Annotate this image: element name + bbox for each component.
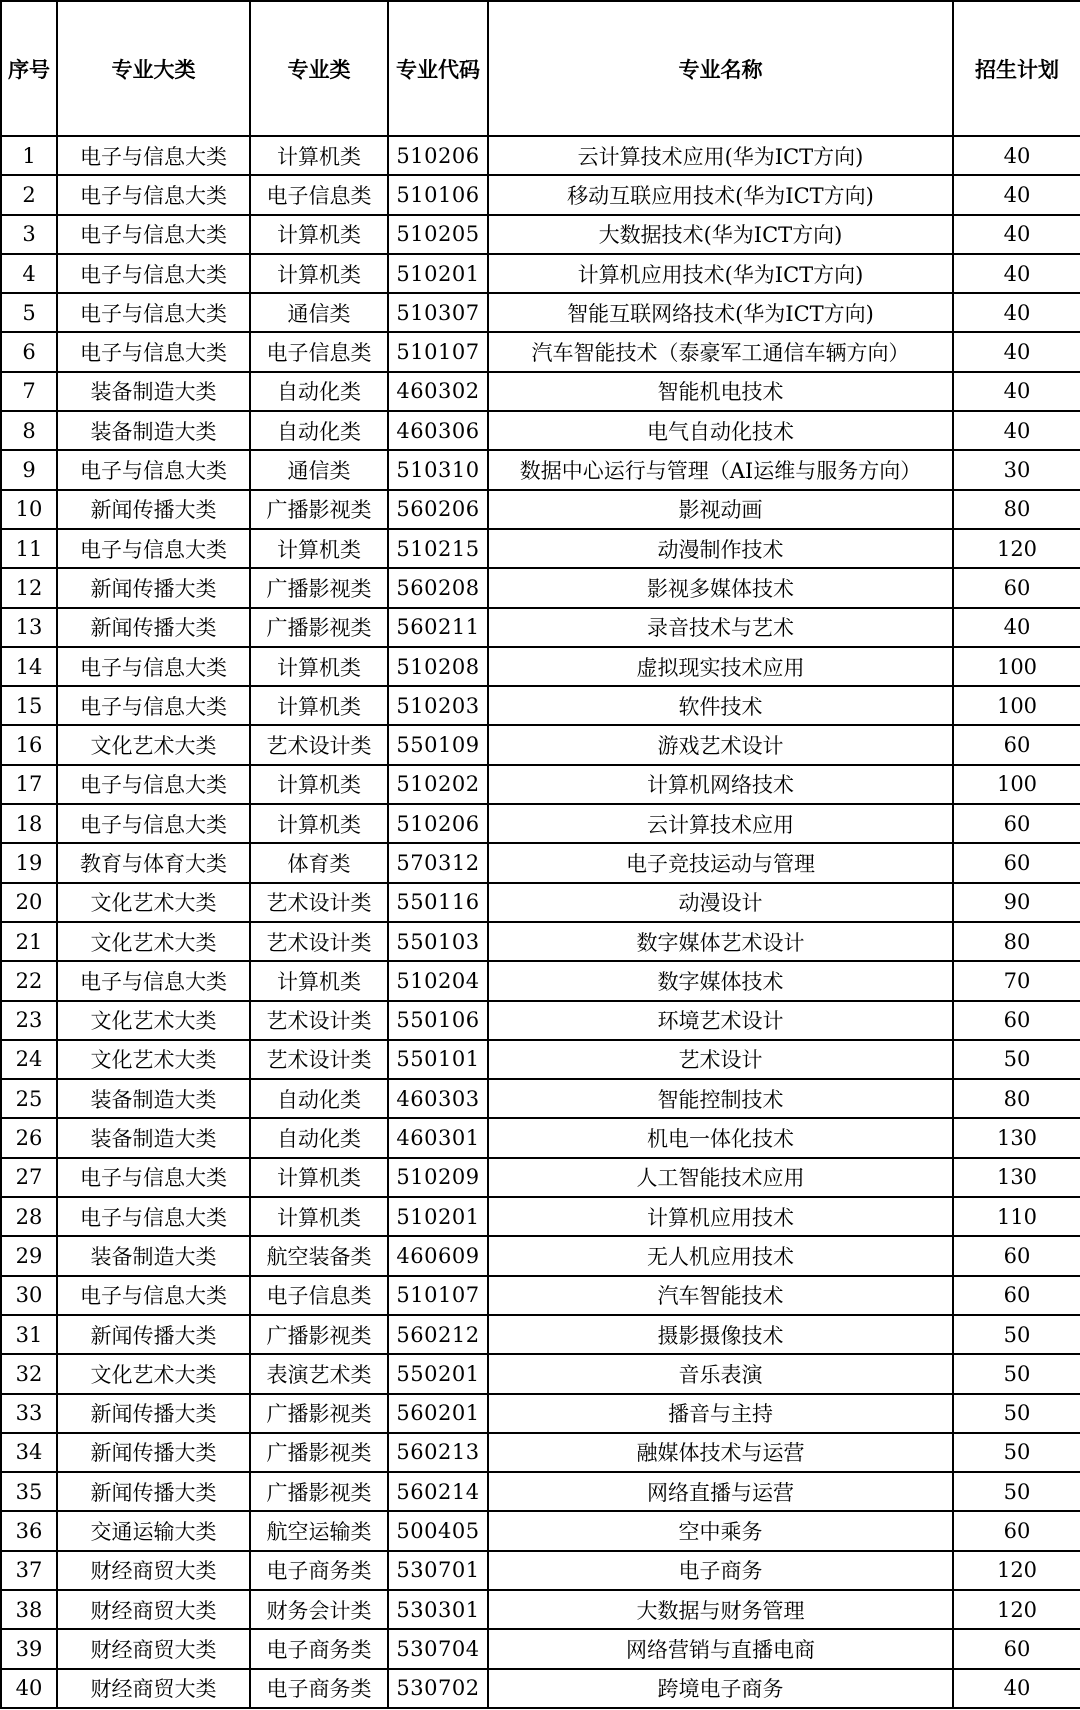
cell-category: 艺术设计类 (250, 725, 388, 764)
cell-seq: 13 (1, 608, 57, 647)
cell-code: 510106 (388, 175, 488, 214)
cell-code: 510202 (388, 765, 488, 804)
table-row (1, 1118, 1080, 1157)
cell-code: 510307 (388, 293, 488, 332)
cell-plan: 60 (953, 1276, 1080, 1315)
cell-seq: 27 (1, 1158, 57, 1197)
table-row (1, 1197, 1080, 1236)
cell-code: 560208 (388, 568, 488, 607)
cell-seq: 26 (1, 1118, 57, 1157)
cell-major-category: 电子与信息大类 (57, 686, 250, 725)
cell-name: 网络营销与直播电商 (488, 1629, 953, 1668)
header-category: 专业类 (250, 1, 388, 136)
cell-category: 航空装备类 (250, 1236, 388, 1275)
cell-category: 财务会计类 (250, 1590, 388, 1629)
cell-code: 500405 (388, 1511, 488, 1550)
cell-major-category: 电子与信息大类 (57, 136, 250, 175)
table-row (1, 1394, 1080, 1433)
cell-code: 510208 (388, 647, 488, 686)
cell-seq: 6 (1, 332, 57, 371)
cell-name: 摄影摄像技术 (488, 1315, 953, 1354)
cell-code: 550101 (388, 1040, 488, 1079)
cell-category: 通信类 (250, 450, 388, 489)
cell-major-category: 电子与信息大类 (57, 1158, 250, 1197)
cell-plan: 40 (953, 372, 1080, 411)
cell-name: 影视动画 (488, 490, 953, 529)
table-row (1, 1433, 1080, 1472)
cell-code: 570312 (388, 843, 488, 882)
cell-major-category: 交通运输大类 (57, 1511, 250, 1550)
cell-plan: 40 (953, 136, 1080, 175)
cell-plan: 50 (953, 1472, 1080, 1511)
table-body (1, 136, 1080, 1708)
cell-major-category: 电子与信息大类 (57, 175, 250, 214)
cell-code: 510206 (388, 804, 488, 843)
cell-code: 530301 (388, 1590, 488, 1629)
cell-seq: 16 (1, 725, 57, 764)
cell-major-category: 电子与信息大类 (57, 254, 250, 293)
table-row (1, 254, 1080, 293)
cell-category: 自动化类 (250, 1079, 388, 1118)
cell-plan: 60 (953, 1001, 1080, 1040)
cell-code: 560212 (388, 1315, 488, 1354)
cell-code: 460302 (388, 372, 488, 411)
cell-plan: 60 (953, 1236, 1080, 1275)
cell-seq: 29 (1, 1236, 57, 1275)
table-row (1, 1315, 1080, 1354)
cell-category: 自动化类 (250, 1118, 388, 1157)
cell-code: 510205 (388, 215, 488, 254)
cell-plan: 90 (953, 883, 1080, 922)
cell-name: 动漫制作技术 (488, 529, 953, 568)
cell-category: 自动化类 (250, 372, 388, 411)
cell-plan: 50 (953, 1315, 1080, 1354)
cell-plan: 60 (953, 725, 1080, 764)
cell-name: 数字媒体艺术设计 (488, 922, 953, 961)
cell-code: 560201 (388, 1394, 488, 1433)
cell-name: 跨境电子商务 (488, 1669, 953, 1708)
table-row (1, 1276, 1080, 1315)
cell-plan: 40 (953, 411, 1080, 450)
cell-code: 560213 (388, 1433, 488, 1472)
cell-major-category: 财经商贸大类 (57, 1629, 250, 1668)
cell-seq: 36 (1, 1511, 57, 1550)
cell-major-category: 新闻传播大类 (57, 1394, 250, 1433)
cell-seq: 10 (1, 490, 57, 529)
table-row (1, 1472, 1080, 1511)
cell-seq: 19 (1, 843, 57, 882)
cell-name: 软件技术 (488, 686, 953, 725)
cell-seq: 20 (1, 883, 57, 922)
table-row (1, 608, 1080, 647)
cell-major-category: 电子与信息大类 (57, 293, 250, 332)
cell-major-category: 财经商贸大类 (57, 1551, 250, 1590)
cell-seq: 3 (1, 215, 57, 254)
cell-seq: 8 (1, 411, 57, 450)
cell-code: 460306 (388, 411, 488, 450)
cell-major-category: 电子与信息大类 (57, 804, 250, 843)
cell-seq: 39 (1, 1629, 57, 1668)
table-row (1, 175, 1080, 214)
table-row (1, 922, 1080, 961)
cell-major-category: 新闻传播大类 (57, 568, 250, 607)
cell-plan: 40 (953, 293, 1080, 332)
table-row (1, 1511, 1080, 1550)
cell-major-category: 新闻传播大类 (57, 1433, 250, 1472)
cell-plan: 100 (953, 686, 1080, 725)
cell-major-category: 装备制造大类 (57, 1079, 250, 1118)
cell-category: 计算机类 (250, 529, 388, 568)
cell-major-category: 文化艺术大类 (57, 1354, 250, 1393)
table-row (1, 1079, 1080, 1118)
cell-seq: 22 (1, 961, 57, 1000)
cell-major-category: 新闻传播大类 (57, 490, 250, 529)
cell-category: 计算机类 (250, 804, 388, 843)
cell-name: 音乐表演 (488, 1354, 953, 1393)
table-row (1, 1354, 1080, 1393)
cell-major-category: 装备制造大类 (57, 1118, 250, 1157)
cell-plan: 60 (953, 568, 1080, 607)
cell-category: 电子商务类 (250, 1669, 388, 1708)
cell-code: 550109 (388, 725, 488, 764)
cell-code: 510204 (388, 961, 488, 1000)
cell-major-category: 电子与信息大类 (57, 1276, 250, 1315)
cell-name: 空中乘务 (488, 1511, 953, 1550)
cell-seq: 4 (1, 254, 57, 293)
cell-plan: 60 (953, 1511, 1080, 1550)
cell-plan: 120 (953, 1590, 1080, 1629)
cell-plan: 40 (953, 608, 1080, 647)
cell-seq: 38 (1, 1590, 57, 1629)
cell-code: 510209 (388, 1158, 488, 1197)
cell-major-category: 电子与信息大类 (57, 765, 250, 804)
cell-category: 通信类 (250, 293, 388, 332)
table-row (1, 804, 1080, 843)
cell-name: 智能互联网络技术(华为ICT方向) (488, 293, 953, 332)
cell-category: 艺术设计类 (250, 883, 388, 922)
cell-category: 表演艺术类 (250, 1354, 388, 1393)
cell-major-category: 文化艺术大类 (57, 922, 250, 961)
table-row (1, 372, 1080, 411)
cell-major-category: 装备制造大类 (57, 1236, 250, 1275)
cell-name: 大数据技术(华为ICT方向) (488, 215, 953, 254)
table-row (1, 490, 1080, 529)
cell-major-category: 文化艺术大类 (57, 1001, 250, 1040)
cell-seq: 7 (1, 372, 57, 411)
cell-category: 电子信息类 (250, 175, 388, 214)
cell-major-category: 电子与信息大类 (57, 215, 250, 254)
cell-seq: 25 (1, 1079, 57, 1118)
table-row (1, 1040, 1080, 1079)
cell-major-category: 电子与信息大类 (57, 450, 250, 489)
cell-category: 计算机类 (250, 686, 388, 725)
table-row (1, 843, 1080, 882)
cell-code: 560214 (388, 1472, 488, 1511)
cell-name: 艺术设计 (488, 1040, 953, 1079)
table-row (1, 647, 1080, 686)
cell-name: 智能控制技术 (488, 1079, 953, 1118)
cell-category: 广播影视类 (250, 1433, 388, 1472)
cell-seq: 34 (1, 1433, 57, 1472)
cell-name: 电子竞技运动与管理 (488, 843, 953, 882)
table-row (1, 961, 1080, 1000)
cell-seq: 9 (1, 450, 57, 489)
table-row (1, 411, 1080, 450)
cell-name: 录音技术与艺术 (488, 608, 953, 647)
cell-seq: 30 (1, 1276, 57, 1315)
table-row (1, 725, 1080, 764)
cell-name: 移动互联应用技术(华为ICT方向) (488, 175, 953, 214)
cell-major-category: 新闻传播大类 (57, 1472, 250, 1511)
cell-code: 510215 (388, 529, 488, 568)
cell-seq: 33 (1, 1394, 57, 1433)
cell-name: 虚拟现实技术应用 (488, 647, 953, 686)
cell-category: 艺术设计类 (250, 1001, 388, 1040)
cell-code: 510107 (388, 332, 488, 371)
table-row (1, 1236, 1080, 1275)
table-row (1, 450, 1080, 489)
cell-code: 510201 (388, 1197, 488, 1236)
cell-plan: 40 (953, 175, 1080, 214)
cell-category: 计算机类 (250, 647, 388, 686)
cell-seq: 40 (1, 1669, 57, 1708)
cell-code: 460301 (388, 1118, 488, 1157)
cell-category: 电子信息类 (250, 1276, 388, 1315)
cell-code: 550103 (388, 922, 488, 961)
cell-category: 广播影视类 (250, 568, 388, 607)
cell-category: 广播影视类 (250, 1315, 388, 1354)
cell-code: 550201 (388, 1354, 488, 1393)
cell-name: 汽车智能技术 (488, 1276, 953, 1315)
cell-name: 网络直播与运营 (488, 1472, 953, 1511)
header-seq: 序号 (1, 1, 57, 136)
cell-plan: 60 (953, 1629, 1080, 1668)
cell-name: 数据中心运行与管理（AI运维与服务方向） (488, 450, 953, 489)
cell-seq: 24 (1, 1040, 57, 1079)
cell-seq: 15 (1, 686, 57, 725)
cell-code: 460609 (388, 1236, 488, 1275)
table-row (1, 1669, 1080, 1708)
cell-name: 影视多媒体技术 (488, 568, 953, 607)
cell-name: 播音与主持 (488, 1394, 953, 1433)
cell-category: 电子商务类 (250, 1629, 388, 1668)
cell-plan: 110 (953, 1197, 1080, 1236)
cell-name: 汽车智能技术（泰豪军工通信车辆方向） (488, 332, 953, 371)
table-row (1, 1001, 1080, 1040)
header-code: 专业代码 (388, 1, 488, 136)
cell-name: 云计算技术应用(华为ICT方向) (488, 136, 953, 175)
cell-seq: 31 (1, 1315, 57, 1354)
cell-name: 融媒体技术与运营 (488, 1433, 953, 1472)
table-row (1, 332, 1080, 371)
cell-code: 510203 (388, 686, 488, 725)
cell-name: 人工智能技术应用 (488, 1158, 953, 1197)
cell-code: 530704 (388, 1629, 488, 1668)
cell-major-category: 新闻传播大类 (57, 608, 250, 647)
cell-seq: 11 (1, 529, 57, 568)
cell-code: 530701 (388, 1551, 488, 1590)
cell-seq: 37 (1, 1551, 57, 1590)
cell-category: 广播影视类 (250, 1394, 388, 1433)
cell-category: 艺术设计类 (250, 1040, 388, 1079)
cell-name: 计算机应用技术 (488, 1197, 953, 1236)
cell-seq: 12 (1, 568, 57, 607)
cell-plan: 130 (953, 1118, 1080, 1157)
cell-category: 航空运输类 (250, 1511, 388, 1550)
cell-code: 460303 (388, 1079, 488, 1118)
table-row (1, 883, 1080, 922)
cell-plan: 50 (953, 1040, 1080, 1079)
cell-major-category: 电子与信息大类 (57, 647, 250, 686)
cell-plan: 40 (953, 215, 1080, 254)
cell-category: 计算机类 (250, 215, 388, 254)
cell-seq: 14 (1, 647, 57, 686)
cell-major-category: 电子与信息大类 (57, 961, 250, 1000)
cell-category: 计算机类 (250, 1158, 388, 1197)
table-row (1, 136, 1080, 175)
cell-category: 广播影视类 (250, 490, 388, 529)
cell-plan: 100 (953, 765, 1080, 804)
cell-plan: 40 (953, 332, 1080, 371)
header-major-category: 专业大类 (57, 1, 250, 136)
cell-plan: 50 (953, 1394, 1080, 1433)
cell-seq: 5 (1, 293, 57, 332)
cell-code: 510206 (388, 136, 488, 175)
cell-plan: 60 (953, 843, 1080, 882)
cell-category: 计算机类 (250, 765, 388, 804)
cell-plan: 80 (953, 922, 1080, 961)
cell-code: 560211 (388, 608, 488, 647)
cell-code: 550106 (388, 1001, 488, 1040)
cell-category: 电子信息类 (250, 332, 388, 371)
cell-code: 510107 (388, 1276, 488, 1315)
cell-plan: 100 (953, 647, 1080, 686)
cell-code: 560206 (388, 490, 488, 529)
cell-code: 550116 (388, 883, 488, 922)
cell-seq: 21 (1, 922, 57, 961)
cell-category: 自动化类 (250, 411, 388, 450)
cell-plan: 120 (953, 1551, 1080, 1590)
cell-seq: 18 (1, 804, 57, 843)
cell-plan: 30 (953, 450, 1080, 489)
cell-category: 广播影视类 (250, 1472, 388, 1511)
cell-name: 大数据与财务管理 (488, 1590, 953, 1629)
table-row (1, 686, 1080, 725)
cell-category: 广播影视类 (250, 608, 388, 647)
cell-name: 环境艺术设计 (488, 1001, 953, 1040)
cell-plan: 120 (953, 529, 1080, 568)
cell-major-category: 文化艺术大类 (57, 725, 250, 764)
table-row (1, 529, 1080, 568)
cell-major-category: 财经商贸大类 (57, 1669, 250, 1708)
cell-category: 电子商务类 (250, 1551, 388, 1590)
cell-name: 无人机应用技术 (488, 1236, 953, 1275)
header-name: 专业名称 (488, 1, 953, 136)
cell-seq: 17 (1, 765, 57, 804)
table-row (1, 765, 1080, 804)
cell-plan: 40 (953, 1669, 1080, 1708)
cell-plan: 80 (953, 1079, 1080, 1118)
cell-major-category: 装备制造大类 (57, 411, 250, 450)
table-row (1, 1629, 1080, 1668)
cell-name: 电子商务 (488, 1551, 953, 1590)
cell-seq: 1 (1, 136, 57, 175)
cell-plan: 130 (953, 1158, 1080, 1197)
cell-code: 510201 (388, 254, 488, 293)
cell-plan: 50 (953, 1433, 1080, 1472)
cell-plan: 80 (953, 490, 1080, 529)
cell-major-category: 文化艺术大类 (57, 1040, 250, 1079)
cell-category: 计算机类 (250, 1197, 388, 1236)
cell-major-category: 电子与信息大类 (57, 332, 250, 371)
cell-name: 计算机网络技术 (488, 765, 953, 804)
cell-name: 动漫设计 (488, 883, 953, 922)
cell-name: 电气自动化技术 (488, 411, 953, 450)
cell-plan: 60 (953, 804, 1080, 843)
cell-plan: 40 (953, 254, 1080, 293)
cell-seq: 35 (1, 1472, 57, 1511)
cell-name: 计算机应用技术(华为ICT方向) (488, 254, 953, 293)
cell-name: 数字媒体技术 (488, 961, 953, 1000)
cell-category: 计算机类 (250, 254, 388, 293)
table-row (1, 215, 1080, 254)
cell-seq: 32 (1, 1354, 57, 1393)
cell-name: 游戏艺术设计 (488, 725, 953, 764)
table-header-row (1, 1, 1080, 136)
table-row (1, 1158, 1080, 1197)
cell-name: 机电一体化技术 (488, 1118, 953, 1157)
header-plan: 招生计划 (953, 1, 1080, 136)
table-row (1, 293, 1080, 332)
cell-major-category: 新闻传播大类 (57, 1315, 250, 1354)
cell-code: 530702 (388, 1669, 488, 1708)
cell-category: 计算机类 (250, 136, 388, 175)
cell-name: 智能机电技术 (488, 372, 953, 411)
cell-category: 体育类 (250, 843, 388, 882)
cell-seq: 28 (1, 1197, 57, 1236)
cell-name: 云计算技术应用 (488, 804, 953, 843)
table-row (1, 1551, 1080, 1590)
cell-seq: 2 (1, 175, 57, 214)
cell-major-category: 文化艺术大类 (57, 883, 250, 922)
cell-major-category: 财经商贸大类 (57, 1590, 250, 1629)
cell-seq: 23 (1, 1001, 57, 1040)
table-row (1, 1590, 1080, 1629)
cell-major-category: 电子与信息大类 (57, 529, 250, 568)
cell-code: 510310 (388, 450, 488, 489)
cell-major-category: 教育与体育大类 (57, 843, 250, 882)
cell-plan: 70 (953, 961, 1080, 1000)
cell-major-category: 装备制造大类 (57, 372, 250, 411)
cell-major-category: 电子与信息大类 (57, 1197, 250, 1236)
table-row (1, 568, 1080, 607)
cell-category: 计算机类 (250, 961, 388, 1000)
cell-category: 艺术设计类 (250, 922, 388, 961)
cell-plan: 50 (953, 1354, 1080, 1393)
